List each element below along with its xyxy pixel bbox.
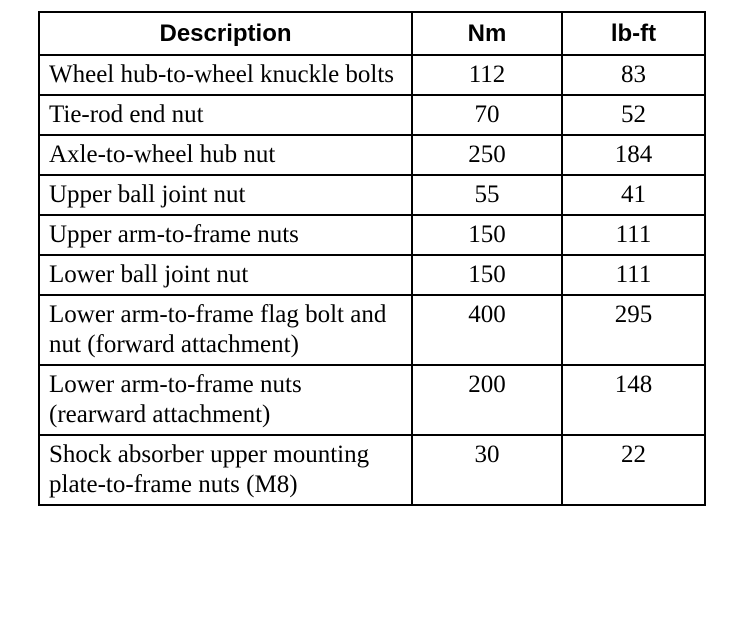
row-description: Shock absorber upper mounting plate-to-frame nuts (M8) [39,435,412,505]
header-nm: Nm [412,12,562,55]
row-lbft: 52 [562,95,705,135]
row-nm: 150 [412,215,562,255]
row-nm: 55 [412,175,562,215]
table-row [39,175,705,215]
row-description: Wheel hub-to-wheel knuckle bolts [39,55,412,95]
torque-spec-table [38,11,706,506]
table-row [39,95,705,135]
row-description: Upper ball joint nut [39,175,412,215]
row-description: Upper arm-to-frame nuts [39,215,412,255]
table-row [39,365,705,435]
row-nm: 200 [412,365,562,435]
table-row [39,135,705,175]
row-lbft: 83 [562,55,705,95]
row-nm: 400 [412,295,562,365]
table-row [39,215,705,255]
row-nm: 150 [412,255,562,295]
row-nm: 112 [412,55,562,95]
table-row [39,435,705,505]
row-lbft: 148 [562,365,705,435]
row-lbft: 184 [562,135,705,175]
table-row [39,255,705,295]
header-row [39,12,705,55]
row-description: Lower arm-to-frame flag bolt and nut (forward attachment) [39,295,412,365]
row-description: Axle-to-wheel hub nut [39,135,412,175]
row-nm: 250 [412,135,562,175]
row-lbft: 111 [562,255,705,295]
header-description: Description [39,12,412,55]
table-row [39,295,705,365]
row-lbft: 295 [562,295,705,365]
row-lbft: 22 [562,435,705,505]
header-lbft: lb-ft [562,12,705,55]
row-description: Lower ball joint nut [39,255,412,295]
row-lbft: 41 [562,175,705,215]
row-description: Tie-rod end nut [39,95,412,135]
row-nm: 70 [412,95,562,135]
row-nm: 30 [412,435,562,505]
row-lbft: 111 [562,215,705,255]
row-description: Lower arm-to-frame nuts (rearward attachment) [39,365,412,435]
table-row [39,55,705,95]
